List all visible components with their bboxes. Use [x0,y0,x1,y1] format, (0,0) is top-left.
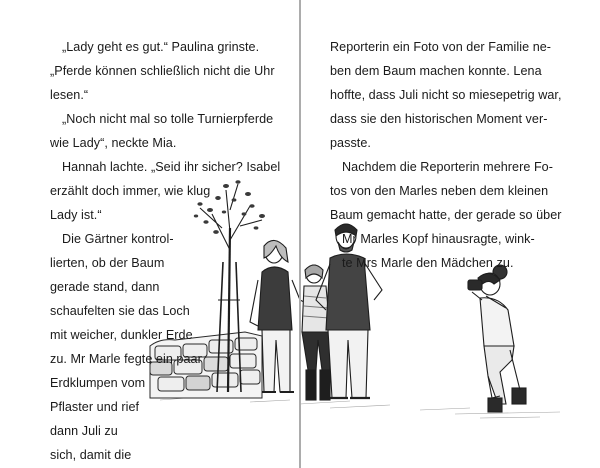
text-line: lierten, ob der Baum [50,256,165,270]
text-line: dass sie den historischen Moment ver- [330,112,548,126]
text-line: passte. [330,136,371,150]
text-line: erzählt doch immer, wie klug [50,184,211,198]
text-line: mit weicher, dunkler Erde [50,328,193,342]
text-line: Lady ist.“ [50,208,102,222]
text-line: Mr Marles Kopf hinausragte, wink- [342,232,535,246]
text-line: ben dem Baum machen konnte. Lena [330,64,542,78]
text-line: Nachdem die Reporterin mehrere Fo- [342,160,553,174]
text-line: Pflaster und rief [50,400,140,414]
text-line: te Mrs Marle den Mädchen zu. [342,256,514,270]
text-line: „Noch nicht mal so tolle Turnierpferde [62,112,274,126]
text-line: schaufelten sie das Loch [50,304,190,318]
text-line: Hannah lachte. „Seid ihr sicher? Isabel [62,160,281,174]
text-line: Baum gemacht hatte, der gerade so über [330,208,562,222]
text-line: zu. Mr Marle fegte ein paar [50,352,202,366]
page-gutter [299,0,301,468]
text-line: tos von den Marles neben dem kleinen [330,184,549,198]
text-line: „Pferde können schließlich nicht die Uhr [50,64,275,78]
text-line: sich, damit die [50,448,132,462]
text-line: gerade stand, dann [50,280,160,294]
text-line: wie Lady“, neckte Mia. [50,136,177,150]
text-line: Erdklumpen vom [50,376,146,390]
text-line: hoffte, dass Juli nicht so miesepetrig war, [330,88,562,102]
text-line: „Lady geht es gut.“ Paulina grinste. [62,40,260,54]
text-line: dann Juli zu [50,424,118,438]
text-line: Reporterin ein Foto von der Familie ne- [330,40,552,54]
reporter-figure [468,265,526,412]
text-line: Die Gärtner kontrol- [62,232,174,246]
girl-figure [302,265,330,400]
text-line: lesen.“ [50,88,89,102]
